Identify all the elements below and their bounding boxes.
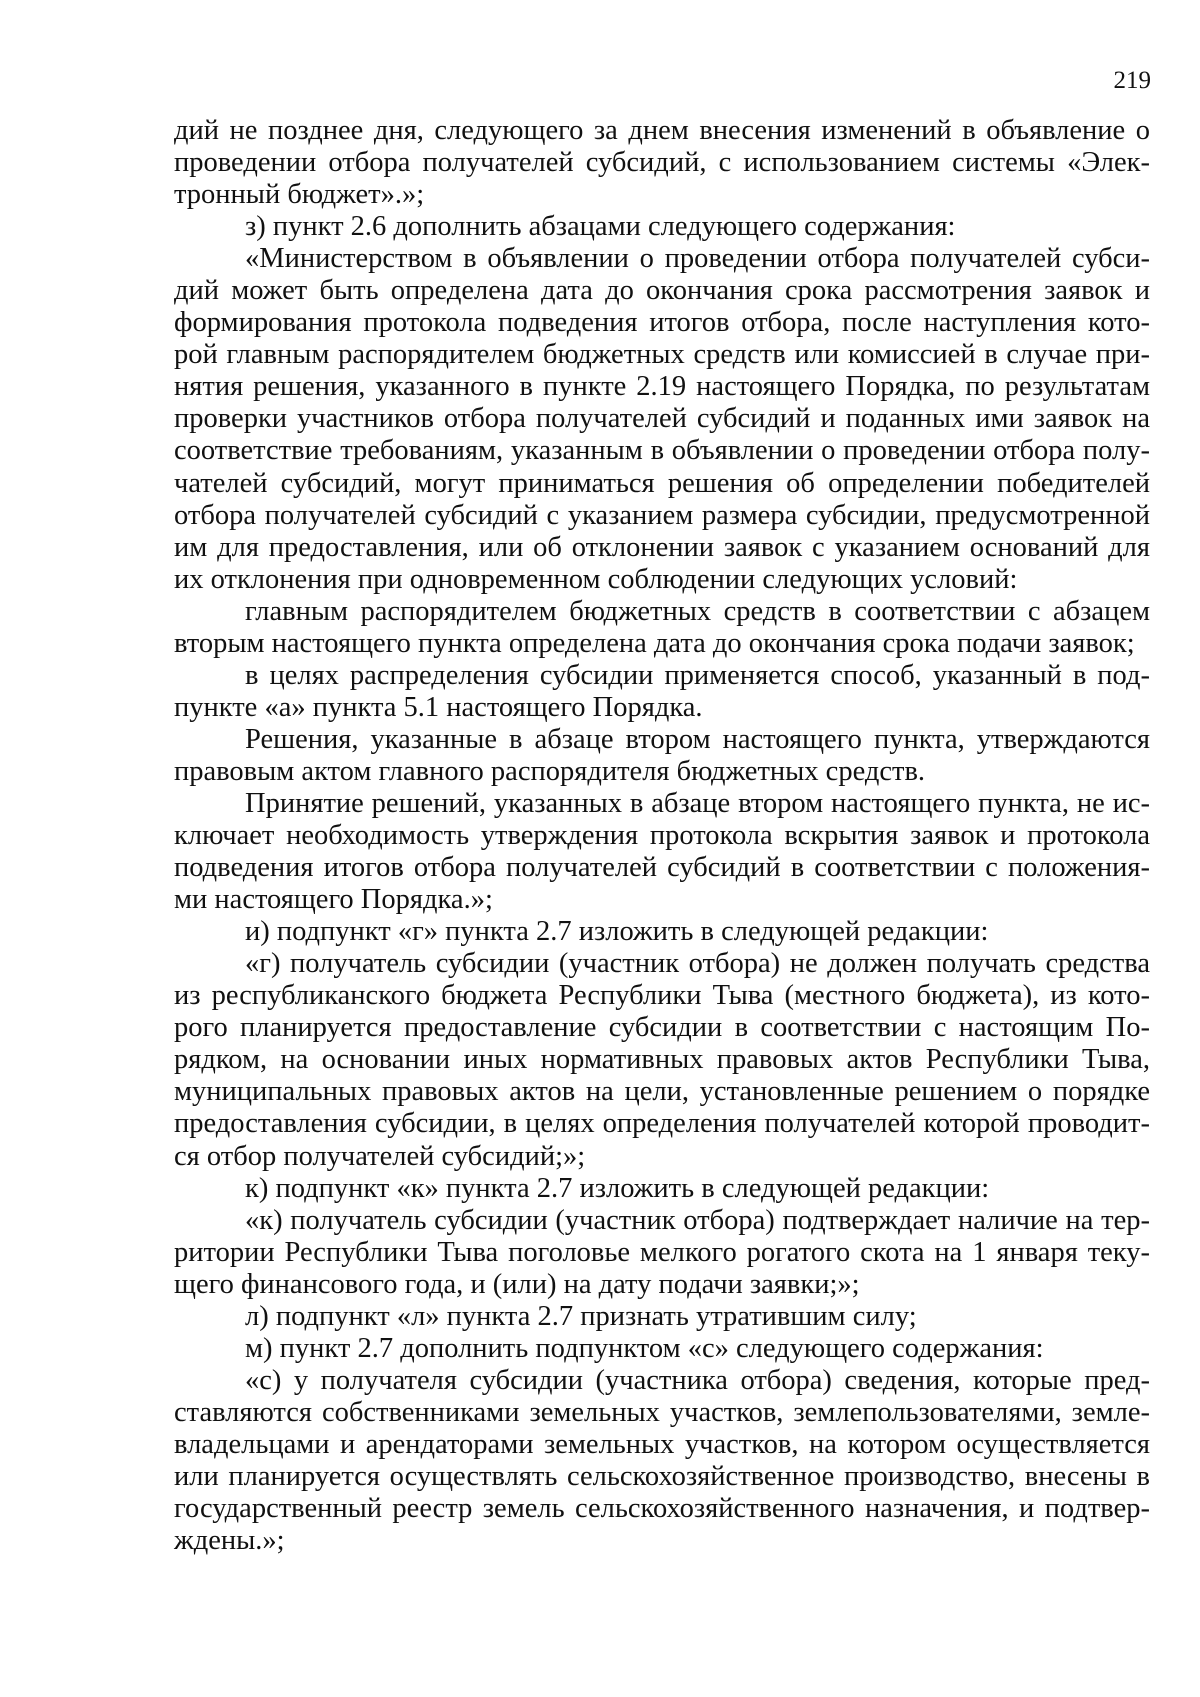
paragraph: «с) у получателя субсидии (участника отбора) сведения, которые представляются собственниками земельных участков, землепользователями, землевладельцами и арендаторами земельных участков, на котором осуществляется или планируется осуществлять сельскохозяйственное производство, внесены в государственный реестр земель сельскохозяйственного назначения, и подтверждены.»;: [174, 1364, 1150, 1557]
paragraph: и) подпункт «г» пункта 2.7 изложить в следующей редакции:: [245, 916, 989, 948]
paragraph: Решения, указанные в абзаце втором настоящего пункта, утверждаются правовым актом главного распорядителя бюджетных средств.: [174, 723, 1150, 787]
paragraph: в целях распределения субсидии применяется способ, указанный в подпункте «а» пункта 5.1 настоящего Порядка.: [174, 659, 1150, 723]
paragraph: «г) получатель субсидии (участник отбора) не должен получать средства из республиканского бюджета Республики Тыва (местного бюджета), из которого планируется предоставление субсидии в соответствии с настоящим Порядком, на основании иных нормативных правовых актов Республики Тыва, муниципальных правовых актов на цели, установленные решением о порядке предоставления субсидии, в целях определения получателей которой проводится отбор получателей субсидий;»;: [174, 948, 1150, 1172]
paragraph: з) пункт 2.6 дополнить абзацами следующего содержания:: [245, 211, 956, 243]
paragraph: Принятие решений, указанных в абзаце втором настоящего пункта, не исключает необходимость утверждения протокола вскрытия заявок и протокола подведения итогов отбора получателей субсидий в соответствии с положениями настоящего Порядка.»;: [174, 787, 1150, 916]
page-number: 219: [1113, 67, 1151, 94]
paragraph: л) подпункт «л» пункта 2.7 признать утратившим силу;: [245, 1300, 917, 1332]
paragraph: дий не позднее дня, следующего за днем внесения изменений в объявление о проведении отбора получателей субсидий, с использованием системы «Электронный бюджет».»;: [174, 115, 1150, 211]
paragraph: «к) получатель субсидии (участник отбора) подтверждает наличие на территории Республики Тыва поголовье мелкого рогатого скота на 1 января текущего финансового года, и (или) на дату подачи заявки;»;: [174, 1204, 1150, 1300]
paragraph: к) подпункт «к» пункта 2.7 изложить в следующей редакции:: [245, 1172, 990, 1204]
document-body: [174, 115, 1150, 1557]
paragraph: главным распорядителем бюджетных средств в соответствии с абзацем вторым настоящего пункта определена дата до окончания срока подачи заявок;: [174, 595, 1150, 659]
paragraph: м) пункт 2.7 дополнить подпунктом «с» следующего содержания:: [245, 1332, 1044, 1364]
paragraph: «Министерством в объявлении о проведении отбора получателей субсидий может быть определена дата до окончания срока рассмотрения заявок и формирования протокола подведения итогов отбора, после наступления которой главным распорядителем бюджетных средств или комиссией в случае принятия решения, указанного в пункте 2.19 настоящего Порядка, по результатам проверки участников отбора получателей субсидий и поданных ими заявок на соответствие требованиям, указанным в объявлении о проведении отбора получателей субсидий, могут приниматься решения об определении победителей отбора получателей субсидий с указанием размера субсидии, предусмотренной им для предоставления, или об отклонении заявок с указанием оснований для их отклонения при одновременном соблюдении следующих условий:: [174, 243, 1150, 595]
